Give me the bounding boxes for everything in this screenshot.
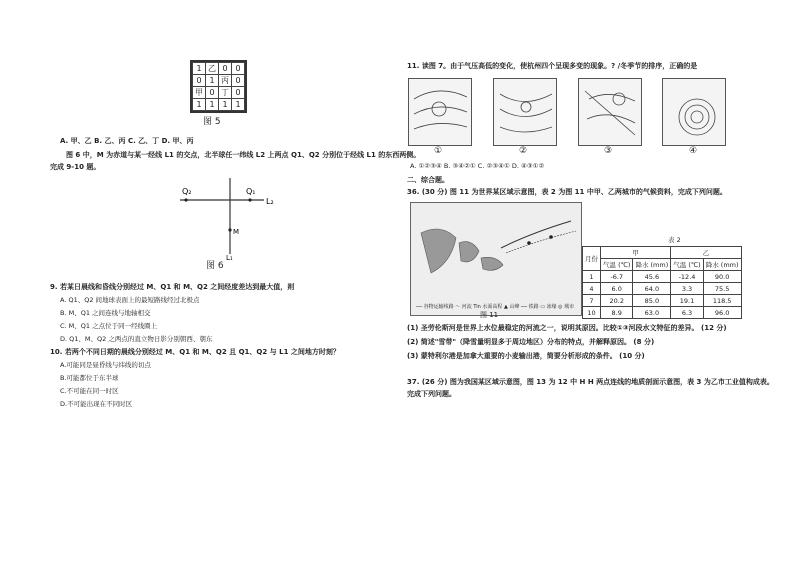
table-cell: 20.2 bbox=[601, 295, 633, 307]
figure-5-grid bbox=[192, 62, 245, 111]
grid-cell: 乙 bbox=[206, 63, 219, 75]
isobar-map-icon bbox=[579, 79, 641, 145]
table-cell: 85.0 bbox=[633, 295, 671, 307]
q36-sub-3: (3) 蒙特利尔港是加拿大重要的小麦输出港，简要分析形成的条件。 (10 分) bbox=[407, 352, 645, 360]
q9-option-a: A. Q1、Q2 间地球表面上的最短路线经过北极点 bbox=[60, 296, 200, 304]
table-cell: 6.0 bbox=[601, 283, 633, 295]
table-cell: 19.1 bbox=[671, 295, 703, 307]
weather-map-1 bbox=[408, 78, 472, 146]
section-2-heading: 二、综合题。 bbox=[407, 176, 449, 184]
isobar-map-icon bbox=[494, 79, 556, 145]
grid-cell: 1 bbox=[193, 99, 206, 111]
table-cell: 6.3 bbox=[671, 307, 703, 319]
grid-cell: 丙 bbox=[219, 75, 232, 87]
grid-cell: 1 bbox=[206, 99, 219, 111]
table-row bbox=[583, 307, 742, 319]
table-cell: 118.5 bbox=[703, 295, 741, 307]
label-m: M bbox=[233, 228, 240, 236]
q10-option-b: B.可能都位于东半球 bbox=[60, 374, 119, 382]
q36-sub-2: (2) 简述"雪带"（降雪量明显多于周边地区）分布的特点，并解释原因。 (8 分) bbox=[407, 338, 655, 346]
isobar-map-icon bbox=[663, 79, 725, 145]
grid-cell: 1 bbox=[193, 63, 206, 75]
answer-choices: A. 甲、乙 B. 乙、丙 C. 乙、丁 D. 甲、丙 bbox=[60, 137, 194, 145]
q36-sub-1: (1) 圣劳伦斯河是世界上水位最稳定的河流之一，说明其原因。比较①③河段水文特征的差异。 (12 分) bbox=[407, 324, 727, 332]
map-label-4: ④ bbox=[689, 146, 698, 156]
grid-cell: 1 bbox=[232, 99, 245, 111]
grid-cell: 0 bbox=[232, 75, 245, 87]
table-header: 气温 (℃) bbox=[601, 259, 633, 271]
table-cell: 64.0 bbox=[633, 283, 671, 295]
q9-option-b: B. M、Q1 之间连线与地轴相交 bbox=[60, 309, 151, 317]
q36-stem: 36. (30 分) 图 11 为世界某区域示意图，表 2 为图 11 中甲、乙两城市的气候资料，完成下列问题。 bbox=[407, 188, 727, 196]
grid-cell: 丁 bbox=[219, 87, 232, 99]
q10-option-a: A.可能同是昼昏线与纬线的切点 bbox=[60, 361, 151, 369]
table-cell: 96.0 bbox=[703, 307, 741, 319]
table-row bbox=[583, 295, 742, 307]
weather-map-4 bbox=[662, 78, 726, 146]
table-header: 降水 (mm) bbox=[633, 259, 671, 271]
table-header: 气温 (℃) bbox=[671, 259, 703, 271]
q10-stem: 10. 若两个不同日期的晨线分别经过 M、Q1 和 M、Q2 且 Q1、Q2 与 L1 之间地方时刻？ bbox=[50, 348, 340, 356]
q11-stem: 11. 读图 7。由于气压高低的变化，使杭州四个呈现多变的现象。? /冬季节的排序，正确的是 bbox=[407, 62, 698, 70]
q37-stem-line2: 完成下列问题。 bbox=[407, 390, 456, 398]
grid-cell: 1 bbox=[206, 75, 219, 87]
grid-cell: 甲 bbox=[193, 87, 206, 99]
table-cell: 4 bbox=[583, 283, 601, 295]
table-2-title: 表 2 bbox=[668, 236, 681, 244]
table-cell: 45.6 bbox=[633, 271, 671, 283]
table-cell: 75.5 bbox=[703, 283, 741, 295]
grid-cell: 1 bbox=[219, 99, 232, 111]
q10-option-d: D.不可能出现在不同时区 bbox=[60, 400, 133, 408]
q9-10-intro: 图 6 中，M 为赤道与某一经线 L1 的交点，北半球任一纬线 L2 上两点 Q1、Q2 分别位于经线 L1 的东西两侧。 bbox=[66, 151, 421, 159]
q9-option-d: D. Q1、M、Q2 之两点的直立物日影分别朝西、朝东 bbox=[60, 335, 213, 343]
grid-cell: 0 bbox=[232, 63, 245, 75]
table-header: 月份 bbox=[583, 247, 601, 271]
fig11-legend: ── 谷物运输线路 ～ 河流 Tin 水面高程 ▲ 山峰 ── 铁路 ▭ 冰缘 ◎ 城市 bbox=[416, 304, 575, 310]
figure-6-caption: 图 6 bbox=[206, 261, 224, 271]
map-label-1: ① bbox=[434, 146, 443, 156]
q9-option-c: C. M、Q1 之点位于同一经线圈上 bbox=[60, 322, 158, 330]
table-header: 降水 (mm) bbox=[703, 259, 741, 271]
label-q2: Q₂ bbox=[182, 187, 192, 196]
table-cell: 7 bbox=[583, 295, 601, 307]
table-group-header: 乙 bbox=[671, 247, 741, 259]
isobar-map-icon bbox=[409, 79, 471, 145]
grid-cell: 0 bbox=[206, 87, 219, 99]
map-label-2: ② bbox=[519, 146, 528, 156]
label-q1: Q₁ bbox=[246, 187, 256, 196]
map-label-3: ③ bbox=[604, 146, 613, 156]
table-cell: 63.0 bbox=[633, 307, 671, 319]
climate-table bbox=[582, 246, 742, 319]
table-cell: 10 bbox=[583, 307, 601, 319]
q9-10-intro-line2: 完成 9-10 题。 bbox=[50, 163, 101, 171]
q11-options: A. ①②③④ B. ③④②① C. ②③④① D. ④③①② bbox=[410, 162, 545, 170]
table-cell: 90.0 bbox=[703, 271, 741, 283]
table-cell: 3.3 bbox=[671, 283, 703, 295]
weather-map-2 bbox=[493, 78, 557, 146]
table-row bbox=[583, 283, 742, 295]
figure-11-caption: 图 11 bbox=[480, 311, 499, 319]
q10-option-c: C.不可能在同一时区 bbox=[60, 387, 119, 395]
weather-map-3 bbox=[578, 78, 642, 146]
label-l1: L₁ bbox=[226, 254, 233, 262]
q37-stem: 37. (26 分) 图为我国某区域示意图，图 13 为 12 中 H H 两点连线的地质剖面示意图，表 3 为乙市工业值构成表。 bbox=[407, 378, 774, 386]
region-map-icon bbox=[411, 203, 581, 315]
grid-cell: 0 bbox=[219, 63, 232, 75]
figure-11-map bbox=[410, 202, 582, 316]
table-cell: -12.4 bbox=[671, 271, 703, 283]
table-row bbox=[583, 271, 742, 283]
table-cell: 1 bbox=[583, 271, 601, 283]
table-cell: -6.7 bbox=[601, 271, 633, 283]
label-l2: L₂ bbox=[266, 197, 274, 206]
figure-5-caption: 图 5 bbox=[203, 117, 221, 127]
grid-cell: 0 bbox=[193, 75, 206, 87]
table-group-header: 甲 bbox=[601, 247, 671, 259]
grid-cell: 0 bbox=[232, 87, 245, 99]
q9-stem: 9. 若某日晨线和昏线分别经过 M、Q1 和 M、Q2 之间经度差达到最大值，则 bbox=[50, 283, 295, 291]
table-cell: 8.9 bbox=[601, 307, 633, 319]
figure-6-diagram bbox=[168, 174, 283, 262]
